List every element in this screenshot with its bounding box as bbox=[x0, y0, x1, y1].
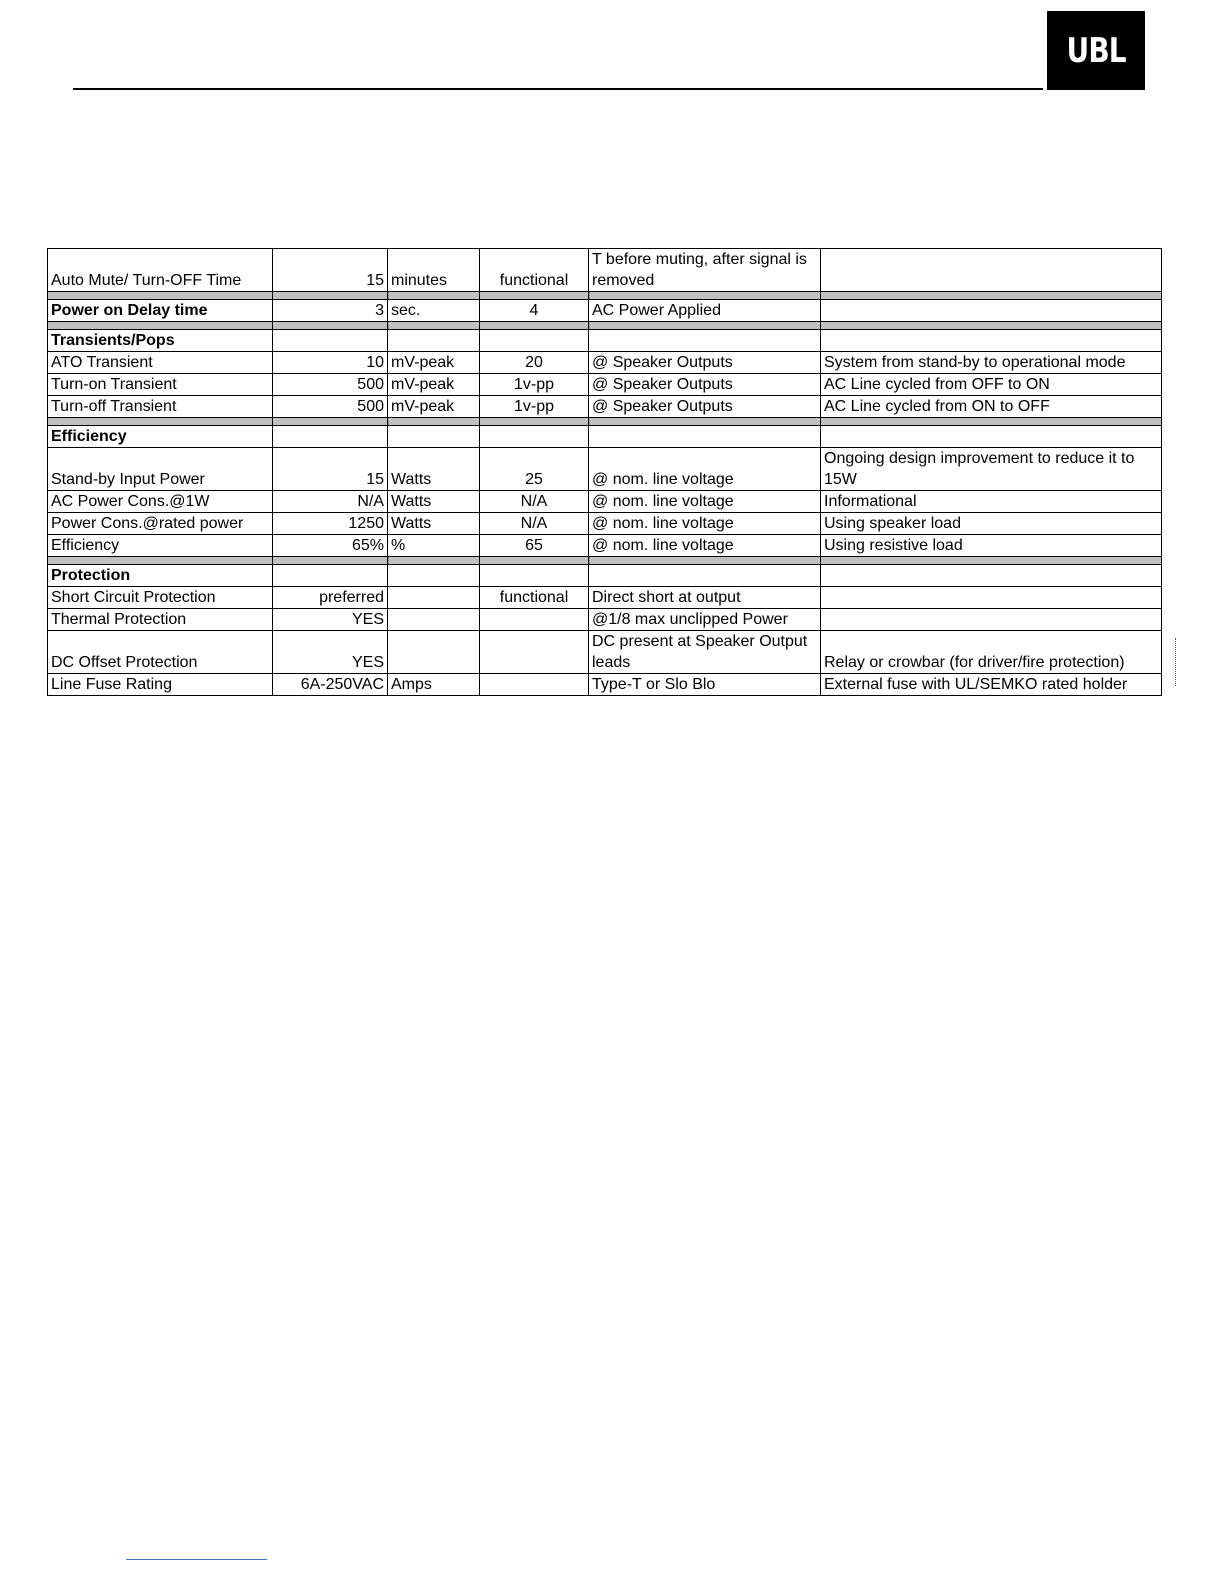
footer-link-underline[interactable] bbox=[126, 1559, 267, 1560]
target-cell: 4 bbox=[480, 300, 589, 322]
unit-cell bbox=[388, 330, 480, 352]
separator-cell bbox=[273, 322, 388, 330]
parameter-cell: Protection bbox=[48, 565, 273, 587]
unit-cell: Amps bbox=[388, 674, 480, 696]
section-header-row bbox=[48, 426, 1162, 448]
value-cell: YES bbox=[273, 609, 388, 631]
comment-cell bbox=[821, 587, 1162, 609]
comment-cell bbox=[821, 330, 1162, 352]
condition-cell: @ nom. line voltage bbox=[589, 535, 821, 557]
value-cell: 10 bbox=[273, 352, 388, 374]
parameter-cell: Efficiency bbox=[48, 426, 273, 448]
spec-table-body bbox=[48, 249, 1162, 696]
unit-cell: minutes bbox=[388, 249, 480, 292]
comment-cell bbox=[821, 609, 1162, 631]
separator-cell bbox=[388, 418, 480, 426]
target-cell: 25 bbox=[480, 448, 589, 491]
separator-cell bbox=[388, 292, 480, 300]
separator-cell bbox=[273, 557, 388, 565]
parameter-cell: AC Power Cons.@1W bbox=[48, 491, 273, 513]
comment-cell: Relay or crowbar (for driver/fire protection) bbox=[821, 631, 1162, 674]
parameter-cell: Stand-by Input Power bbox=[48, 448, 273, 491]
unit-cell bbox=[388, 609, 480, 631]
target-cell: N/A bbox=[480, 513, 589, 535]
comment-cell bbox=[821, 426, 1162, 448]
table-row bbox=[48, 609, 1162, 631]
separator-cell bbox=[48, 292, 273, 300]
target-cell: 65 bbox=[480, 535, 589, 557]
condition-cell: @ Speaker Outputs bbox=[589, 374, 821, 396]
separator-cell bbox=[589, 557, 821, 565]
separator-row bbox=[48, 557, 1162, 565]
target-cell bbox=[480, 631, 589, 674]
parameter-cell: ATO Transient bbox=[48, 352, 273, 374]
parameter-cell: Short Circuit Protection bbox=[48, 587, 273, 609]
table-row bbox=[48, 587, 1162, 609]
table-row bbox=[48, 249, 1162, 292]
value-cell: 65% bbox=[273, 535, 388, 557]
comment-cell: AC Line cycled from ON to OFF bbox=[821, 396, 1162, 418]
unit-cell bbox=[388, 631, 480, 674]
comment-cell: Using resistive load bbox=[821, 535, 1162, 557]
comment-cell: AC Line cycled from OFF to ON bbox=[821, 374, 1162, 396]
unit-cell: % bbox=[388, 535, 480, 557]
unit-cell bbox=[388, 587, 480, 609]
value-cell: preferred bbox=[273, 587, 388, 609]
table-row bbox=[48, 491, 1162, 513]
condition-cell: Direct short at output bbox=[589, 587, 821, 609]
unit-cell bbox=[388, 426, 480, 448]
condition-cell: Type-T or Slo Blo bbox=[589, 674, 821, 696]
separator-cell bbox=[821, 557, 1162, 565]
condition-cell: @ Speaker Outputs bbox=[589, 396, 821, 418]
value-cell: 500 bbox=[273, 374, 388, 396]
margin-mark bbox=[1175, 638, 1176, 686]
parameter-cell: Line Fuse Rating bbox=[48, 674, 273, 696]
target-cell: functional bbox=[480, 249, 589, 292]
separator-cell bbox=[480, 292, 589, 300]
target-cell bbox=[480, 674, 589, 696]
unit-cell: mV-peak bbox=[388, 374, 480, 396]
target-cell: 20 bbox=[480, 352, 589, 374]
separator-cell bbox=[273, 292, 388, 300]
target-cell: 1v-pp bbox=[480, 374, 589, 396]
target-cell: 1v-pp bbox=[480, 396, 589, 418]
parameter-cell: DC Offset Protection bbox=[48, 631, 273, 674]
separator-cell bbox=[821, 292, 1162, 300]
logo-text: UBL bbox=[1066, 30, 1126, 71]
condition-cell: DC present at Speaker Output leads bbox=[589, 631, 821, 674]
separator-cell bbox=[388, 557, 480, 565]
comment-cell: System from stand-by to operational mode bbox=[821, 352, 1162, 374]
value-cell bbox=[273, 565, 388, 587]
separator-cell bbox=[480, 557, 589, 565]
target-cell: functional bbox=[480, 587, 589, 609]
section-header-row bbox=[48, 330, 1162, 352]
separator-cell bbox=[480, 418, 589, 426]
separator-row bbox=[48, 292, 1162, 300]
comment-cell: Ongoing design improvement to reduce it to 15W bbox=[821, 448, 1162, 491]
value-cell: N/A bbox=[273, 491, 388, 513]
target-cell bbox=[480, 426, 589, 448]
condition-cell: @ Speaker Outputs bbox=[589, 352, 821, 374]
unit-cell bbox=[388, 565, 480, 587]
unit-cell: sec. bbox=[388, 300, 480, 322]
comment-cell bbox=[821, 300, 1162, 322]
unit-cell: Watts bbox=[388, 513, 480, 535]
target-cell: N/A bbox=[480, 491, 589, 513]
separator-cell bbox=[589, 322, 821, 330]
value-cell bbox=[273, 330, 388, 352]
table-row bbox=[48, 513, 1162, 535]
parameter-cell: Turn-off Transient bbox=[48, 396, 273, 418]
condition-cell bbox=[589, 426, 821, 448]
value-cell: 1250 bbox=[273, 513, 388, 535]
parameter-cell: Power Cons.@rated power bbox=[48, 513, 273, 535]
header-rule bbox=[73, 88, 1043, 90]
comment-cell: External fuse with UL/SEMKO rated holder bbox=[821, 674, 1162, 696]
value-cell: 500 bbox=[273, 396, 388, 418]
parameter-cell: Power on Delay time bbox=[48, 300, 273, 322]
comment-cell bbox=[821, 565, 1162, 587]
separator-cell bbox=[48, 557, 273, 565]
section-header-row bbox=[48, 300, 1162, 322]
table-row bbox=[48, 352, 1162, 374]
jbl-logo bbox=[1047, 11, 1145, 90]
target-cell bbox=[480, 565, 589, 587]
value-cell: 6A-250VAC bbox=[273, 674, 388, 696]
parameter-cell: Auto Mute/ Turn-OFF Time bbox=[48, 249, 273, 292]
condition-cell: T before muting, after signal is removed bbox=[589, 249, 821, 292]
target-cell bbox=[480, 330, 589, 352]
table-row bbox=[48, 631, 1162, 674]
table-row bbox=[48, 374, 1162, 396]
condition-cell: @ nom. line voltage bbox=[589, 513, 821, 535]
separator-cell bbox=[589, 292, 821, 300]
parameter-cell: Transients/Pops bbox=[48, 330, 273, 352]
condition-cell bbox=[589, 330, 821, 352]
separator-cell bbox=[388, 322, 480, 330]
comment-cell bbox=[821, 249, 1162, 292]
separator-cell bbox=[273, 418, 388, 426]
separator-cell bbox=[48, 322, 273, 330]
spec-table bbox=[47, 248, 1162, 696]
separator-row bbox=[48, 418, 1162, 426]
condition-cell: @ nom. line voltage bbox=[589, 448, 821, 491]
value-cell bbox=[273, 426, 388, 448]
value-cell: 15 bbox=[273, 249, 388, 292]
separator-cell bbox=[821, 322, 1162, 330]
condition-cell: @ nom. line voltage bbox=[589, 491, 821, 513]
value-cell: 3 bbox=[273, 300, 388, 322]
comment-cell: Using speaker load bbox=[821, 513, 1162, 535]
separator-cell bbox=[480, 322, 589, 330]
target-cell bbox=[480, 609, 589, 631]
table-row bbox=[48, 535, 1162, 557]
unit-cell: Watts bbox=[388, 448, 480, 491]
condition-cell: @1/8 max unclipped Power bbox=[589, 609, 821, 631]
value-cell: YES bbox=[273, 631, 388, 674]
condition-cell bbox=[589, 565, 821, 587]
parameter-cell: Turn-on Transient bbox=[48, 374, 273, 396]
parameter-cell: Thermal Protection bbox=[48, 609, 273, 631]
separator-cell bbox=[48, 418, 273, 426]
table-row bbox=[48, 396, 1162, 418]
table-row bbox=[48, 674, 1162, 696]
unit-cell: mV-peak bbox=[388, 396, 480, 418]
table-row bbox=[48, 448, 1162, 491]
section-header-row bbox=[48, 565, 1162, 587]
separator-cell bbox=[589, 418, 821, 426]
condition-cell: AC Power Applied bbox=[589, 300, 821, 322]
comment-cell: Informational bbox=[821, 491, 1162, 513]
unit-cell: mV-peak bbox=[388, 352, 480, 374]
separator-cell bbox=[821, 418, 1162, 426]
separator-row bbox=[48, 322, 1162, 330]
unit-cell: Watts bbox=[388, 491, 480, 513]
parameter-cell: Efficiency bbox=[48, 535, 273, 557]
value-cell: 15 bbox=[273, 448, 388, 491]
